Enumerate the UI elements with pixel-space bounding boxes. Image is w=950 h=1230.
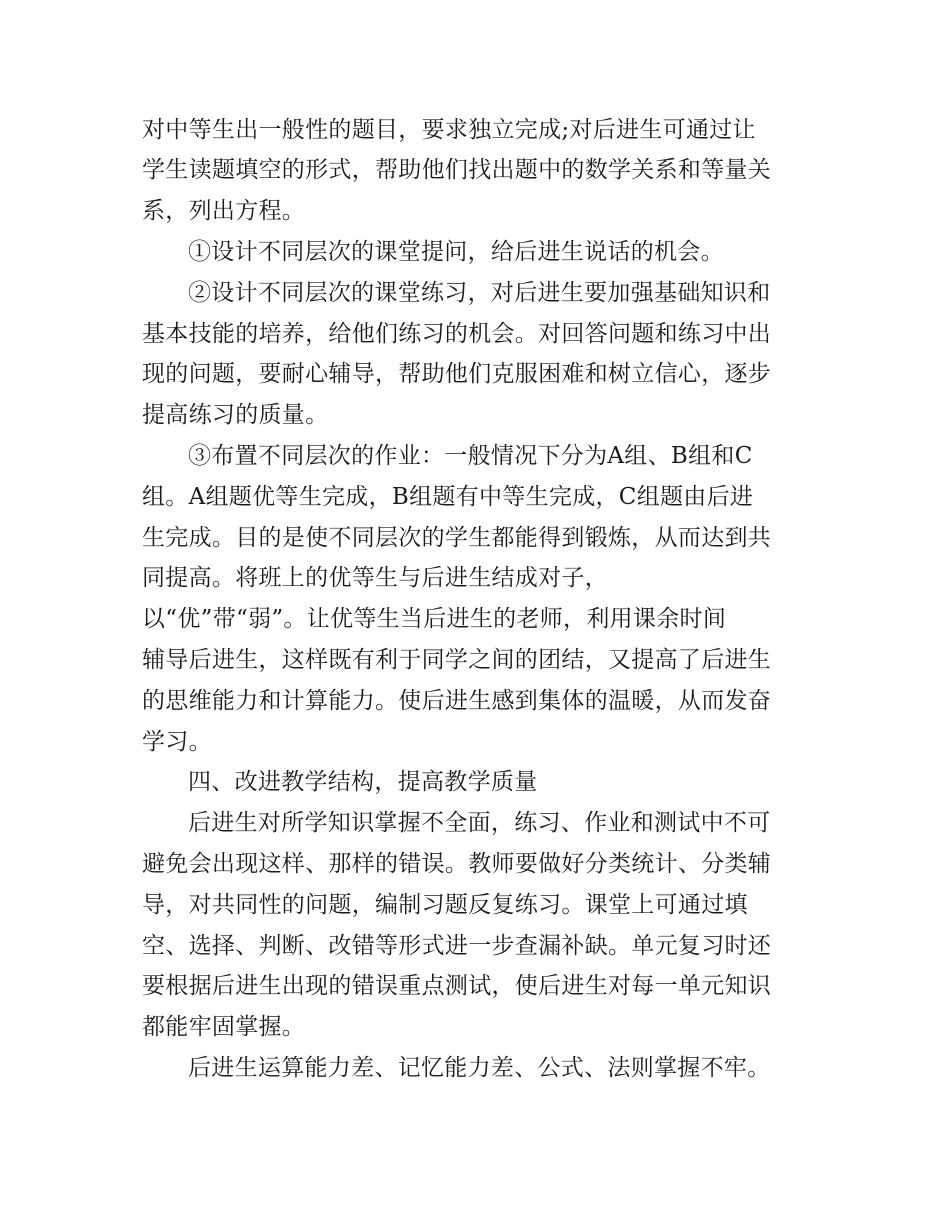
text-line-10: 组。A组题优等生完成，B组题有中等生完成，C组题由后进 (142, 484, 754, 510)
text-line-8: 提高练习的质量。 (142, 402, 329, 428)
text-line-12: 同提高。将班上的优等生与后进生结成对子， (142, 565, 608, 591)
text-line-16: 学习。 (142, 729, 212, 755)
text-line-6: 基本技能的培养，给他们练习的机会。对回答问题和练习中出 (142, 321, 772, 347)
text-line-21: 空、选择、判断、改错等形式进一步查漏补缺。单元复习时还 (142, 933, 772, 959)
text-line-18: 后进生对所学知识掌握不全面，练习、作业和测试中不可 (188, 810, 771, 836)
text-line-20: 导，对共同性的问题，编制习题反复练习。课堂上可通过填 (142, 892, 748, 918)
text-line-5: ②设计不同层次的课堂练习，对后进生要加强基础知识和 (188, 280, 771, 306)
text-line-4: ①设计不同层次的课堂提问，给后进生说话的机会。 (188, 239, 724, 265)
text-line-19: 避免会出现这样、那样的错误。教师要做好分类统计、分类辅 (142, 851, 772, 877)
text-line-2: 学生读题填空的形式，帮助他们找出题中的数学关系和等量关 (142, 157, 772, 183)
text-line-13: 以“优”带“弱”。让优等生当后进生的老师，利用课余时间 (142, 606, 727, 632)
text-line-14: 辅导后进生，这样既有利于同学之间的团结，又提高了后进生 (142, 647, 772, 673)
text-line-22: 要根据后进生出现的错误重点测试，使后进生对每一单元知识 (142, 973, 772, 999)
section-heading: 四、改进教学结构，提高教学质量 (188, 769, 538, 795)
text-line-1: 对中等生出一般性的题目，要求独立完成;对后进生可通过让 (142, 117, 756, 143)
text-line-11: 生完成。目的是使不同层次的学生都能得到锻炼，从而达到共 (142, 525, 772, 551)
text-line-7: 现的问题，要耐心辅导，帮助他们克服困难和树立信心，逐步 (142, 361, 772, 387)
text-line-24: 后进生运算能力差、记忆能力差、公式、法则掌握不牢。 (188, 1055, 771, 1081)
text-line-3: 系，列出方程。 (142, 198, 306, 224)
text-line-9: ③布置不同层次的作业：一般情况下分为A组、B组和C (188, 443, 753, 469)
text-line-15: 的思维能力和计算能力。使后进生感到集体的温暖，从而发奋 (142, 688, 772, 714)
text-line-23: 都能牢固掌握。 (142, 1014, 306, 1040)
